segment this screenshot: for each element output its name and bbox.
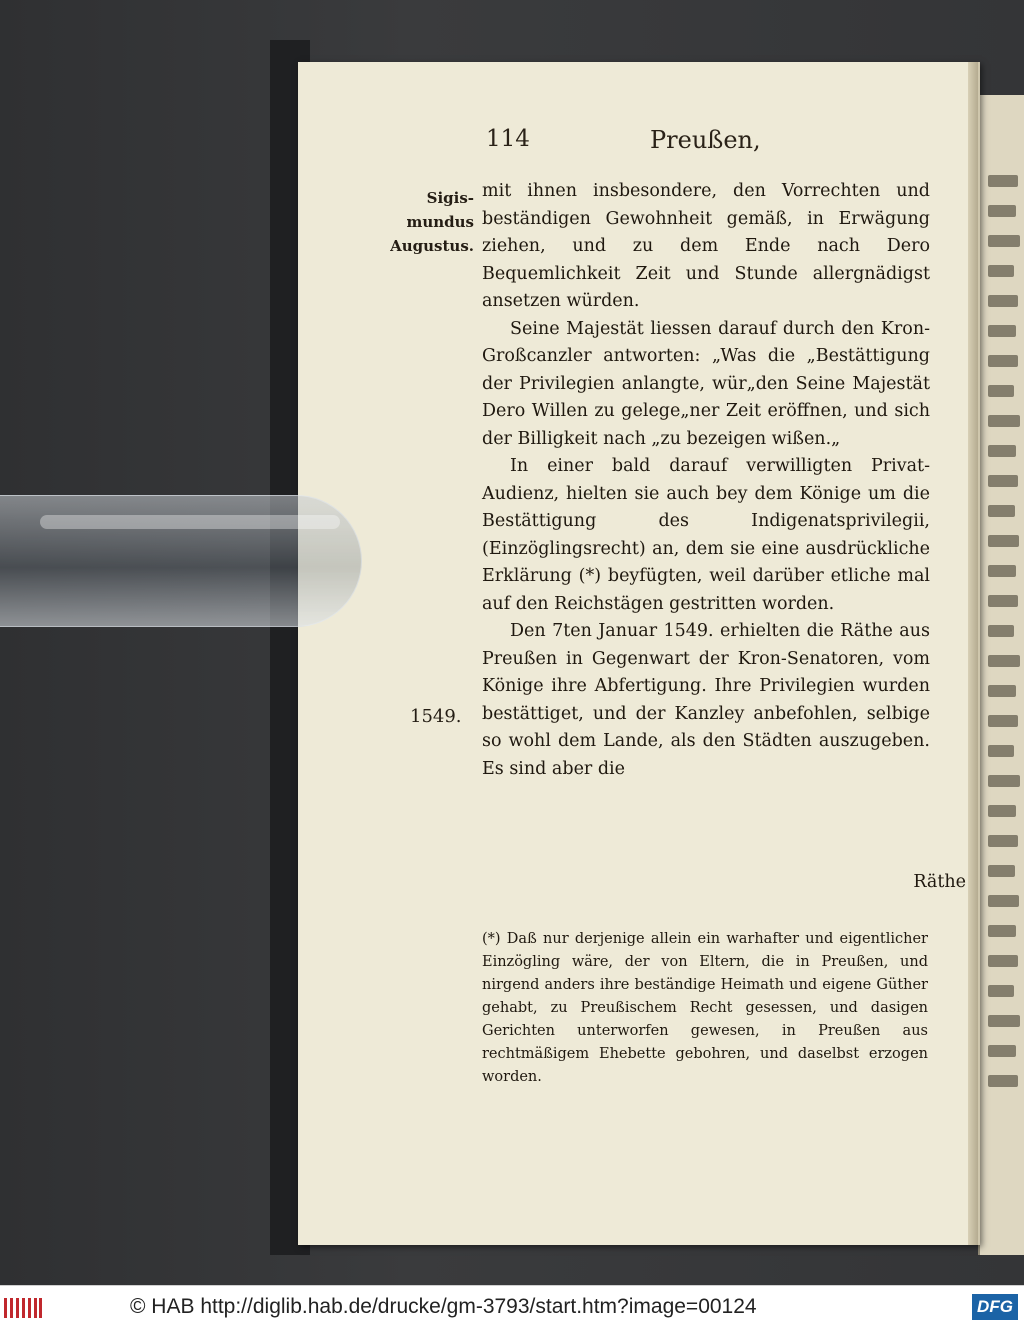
catchword: Räthe	[913, 872, 966, 892]
paragraph-1: mit ihnen insbesondere, den Vorrechten und beständigen Gewohnheit gemäß, in Erwägung ziehen, und zu dem Ende nach Dero Bequemlichkeit Zeit und Stunde allergnädigst ansetzen würden.	[482, 181, 930, 311]
footer-credit-link[interactable]: © HAB http://diglib.hab.de/drucke/gm-3793/start.htm?image=00124	[130, 1295, 757, 1318]
paragraph-2: Seine Majestät liessen darauf durch den Kron-Großcanzler antworten: „Was die „Bestättigung der Privilegien anlangte, wür„den Seine Majestät Dero Willen zu gelege„ner Zeit eröffnen, und sich der Billigkeit nach „zu bezeigen wißen.„	[482, 318, 930, 449]
page-edge	[968, 62, 978, 1245]
margin-year: 1549.	[410, 706, 462, 727]
adjacent-page	[978, 95, 1024, 1255]
margin-note-ruler: Sigis- mundus Augustus.	[390, 189, 474, 255]
page-number: 114	[486, 126, 530, 152]
hab-logo-icon	[4, 1296, 42, 1320]
running-title: Preußen,	[650, 126, 761, 154]
main-text	[482, 178, 930, 783]
footer-bar	[0, 1285, 1024, 1328]
page-header	[300, 126, 970, 166]
paragraph-4: Den 7ten Januar 1549. erhielten die Räthe aus Preußen in Gegenwart der Kron-Senatoren, vom Könige ihre Abfertigung. Ihre Privilegien wurden bestättiget, und der Kanzley anbefohlen, selbige so wohl dem Lande, als den Städten auszugeben. Es sind aber die	[482, 621, 930, 779]
dfg-logo: DFG	[972, 1294, 1018, 1320]
paragraph-3: In einer bald darauf verwilligten Privat-Audienz, hielten sie auch bey dem Könige um die Bestättigung des Indigenatsprivilegii, (Einzöglingsrecht) an, dem sie eine ausdrückliche Erklärung (*) beyfügten, weil darüber etliche mal auf den Reichstägen gestritten worden.	[482, 456, 930, 614]
footnote: (*) Daß nur derjenige allein ein warhafter und eigentlicher Einzögling wäre, der von Eltern, die in Preußen, und nirgend anders ihre beständige Heimath und eigene Güther gehabt, zu Preußischem Recht gesessen, und dasigen Gerichten unterworfen gewesen, in Preußen aus rechtmäßigem Ehebette gebohren, und daselbst erzogen worden.	[482, 931, 928, 1085]
glass-highlight	[40, 515, 340, 529]
